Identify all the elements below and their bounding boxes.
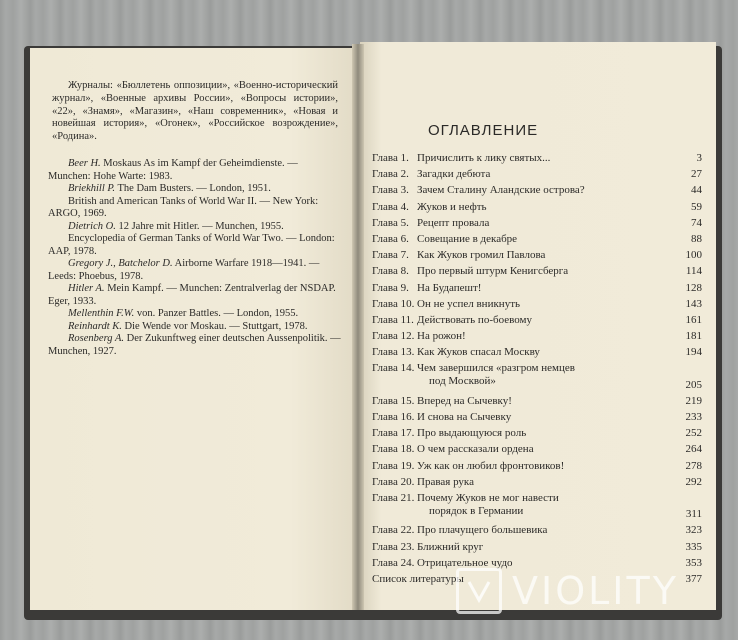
bibliography-text: Der Zukunftweg einer deutschen Aussenpolitik. — Munchen, 1927. <box>48 333 341 357</box>
toc-chapter-title-continued: порядок в Германии <box>429 504 524 517</box>
toc-page-number: 143 <box>685 297 702 310</box>
toc-chapter-title: Про первый штурм Кенигсберга <box>417 265 569 278</box>
bibliography-entry <box>48 333 342 358</box>
bibliography-author: Reinhardt K. <box>68 320 122 332</box>
toc-chapter-title: Как Жуков громил Павлова <box>417 249 546 262</box>
toc-chapter-title: Жуков и нефть <box>417 200 487 213</box>
toc-page-number: 194 <box>685 346 702 359</box>
watermark-text: VIOLITY <box>512 569 679 613</box>
bibliography-text: Moskaus As im Kampf der Geheimdienste. — Munchen: Hohe Warte: 1983. <box>48 158 298 182</box>
bibliography-text: British and American Tanks of World War II. — New York: ARGO, 1969. <box>48 195 319 219</box>
toc-row <box>372 346 702 362</box>
toc-row <box>372 168 702 184</box>
toc-row <box>372 492 702 524</box>
toc-chapter-number: Глава 18. <box>372 443 415 456</box>
toc-row <box>372 524 702 540</box>
bibliography-entry <box>48 308 342 321</box>
toc-page-number: 335 <box>685 540 702 553</box>
toc-page-number: 181 <box>685 330 702 343</box>
toc-chapter-title: Вперед на Сычевку! <box>417 394 512 407</box>
toc-chapter-number: Глава 6. <box>372 232 409 245</box>
bibliography-entry <box>48 158 342 183</box>
toc-chapter-number: Глава 4. <box>372 200 409 213</box>
book-spine <box>352 44 364 610</box>
bibliography-author: Mellenthin F.W. <box>68 308 135 319</box>
toc-chapter-title: Ближний круг <box>417 540 484 553</box>
toc-chapter-title: Он не успел вникнуть <box>417 297 521 310</box>
bibliography-entry <box>48 258 342 283</box>
toc-page-number: 161 <box>685 313 702 326</box>
toc-row <box>372 201 702 217</box>
bibliography-text: The Dam Busters. — London, 1951. <box>115 183 271 194</box>
bibliography-entry <box>48 196 342 221</box>
toc-chapter-number: Глава 15. <box>372 394 415 407</box>
toc-chapter-title: О чем рассказали ордена <box>417 443 534 456</box>
toc-page-number: 292 <box>685 475 702 488</box>
toc-page-number: 100 <box>685 249 702 262</box>
toc-chapter-number: Глава 22. <box>372 524 415 537</box>
toc-chapter-number: Глава 5. <box>372 216 409 229</box>
toc-chapter-number: Глава 24. <box>372 556 415 569</box>
toc-title: ОГЛАВЛЕНИЕ <box>428 122 539 139</box>
toc-page-number: 128 <box>685 281 702 294</box>
toc-chapter-number: Глава 1. <box>372 152 409 164</box>
toc-page-number: 27 <box>691 168 702 181</box>
toc-chapter-number: Глава 17. <box>372 427 415 440</box>
bibliography-list <box>48 158 342 358</box>
violity-logo-icon <box>456 568 502 614</box>
toc-chapter-title: Как Жуков спасал Москву <box>417 346 540 359</box>
bibliography-author: Beer H. <box>68 158 101 169</box>
toc-chapter-title: Зачем Сталину Аландские острова? <box>417 184 585 197</box>
toc-chapter-number: Глава 3. <box>372 184 409 197</box>
toc-row <box>372 298 702 314</box>
toc-chapter-title: Правая рука <box>417 475 474 488</box>
toc-chapter-number: Глава 11. <box>372 313 414 326</box>
bibliography-text: von. Panzer Battles. — London, 1955. <box>134 308 299 319</box>
toc-row <box>372 362 702 394</box>
toc-chapter-title: Про плачущего большевика <box>417 524 548 537</box>
bibliography-text: Airborne Warfare 1918—1941. — Leeds: Phoebus, 1978. <box>48 258 320 282</box>
toc-chapter-title: Совещание в декабре <box>417 232 518 245</box>
bibliography-text: Die Wende vor Moskau. — Stuttgart, 1978. <box>121 320 308 332</box>
toc-page-number: 44 <box>691 184 702 197</box>
toc-page-number: 3 <box>696 152 702 164</box>
bibliography-author: Rosenberg A. <box>68 333 124 344</box>
toc-chapter-title: Действовать по-боевому <box>417 313 532 326</box>
toc-page-number: 59 <box>691 200 702 213</box>
toc-row <box>372 395 702 411</box>
toc-chapter-number: Глава 12. <box>372 330 415 343</box>
toc-page-number: 88 <box>691 232 702 245</box>
toc-row <box>372 460 702 476</box>
toc-row <box>372 152 702 168</box>
bibliography-author: Hitler A. <box>68 283 105 294</box>
journals-list: Журналы: «Бюллетень оппозиции», «Военно-исторический журнал», «Военные архивы России», «Вопросы истории», «22», «Знамя», «Магазин», «Наш современник», «Новая и новейшая история», «Огонек», «Российское возрождение», «Родина». <box>52 80 338 143</box>
toc-chapter-title: Отрицательное чудо <box>417 556 513 569</box>
toc-chapter-title: Чем завершился «разгром немцев <box>417 362 575 375</box>
toc-chapter-number: Глава 21. <box>372 491 415 504</box>
toc-chapter-title-continued: под Москвой» <box>429 375 496 388</box>
toc-chapter-number: Глава 16. <box>372 411 415 424</box>
toc-chapter-title: Про выдающуюся роль <box>417 427 527 440</box>
toc-chapter-number: Глава 8. <box>372 265 409 278</box>
bibliography-author: Briekhill P. <box>68 183 116 194</box>
toc-page-number: 252 <box>685 427 702 440</box>
toc-row <box>372 476 702 492</box>
toc-page-number: 219 <box>685 394 702 407</box>
toc-page-number: 323 <box>685 524 702 537</box>
toc-row <box>372 541 702 557</box>
toc-chapter-number: Глава 2. <box>372 168 409 181</box>
toc-chapter-title: И снова на Сычевку <box>417 411 512 424</box>
toc-chapter-title: Причислить к лику святых... <box>417 152 551 164</box>
toc-row <box>372 184 702 200</box>
toc-chapter-number: Глава 23. <box>372 540 415 553</box>
table-of-contents <box>372 152 702 589</box>
toc-row <box>372 443 702 459</box>
toc-row <box>372 249 702 265</box>
toc-chapter-title: На Будапешт! <box>417 281 482 294</box>
bibliography-entry <box>48 283 342 308</box>
toc-chapter-title: Почему Жуков не мог навести <box>417 491 559 504</box>
toc-row <box>372 282 702 298</box>
toc-row <box>372 427 702 443</box>
watermark <box>456 568 679 614</box>
toc-chapter-number: Глава 9. <box>372 281 409 294</box>
bibliography-text: Mein Kampf. — Munchen: Zentralverlag der NSDAP. Eger, 1933. <box>48 283 336 307</box>
toc-page-number: 74 <box>691 216 702 229</box>
toc-chapter-number: Глава 19. <box>372 459 415 472</box>
toc-page-number: 264 <box>685 443 702 456</box>
bibliography-text: 12 Jahre mit Hitler. — Munchen, 1955. <box>115 220 284 232</box>
bibliography-entry <box>48 233 342 258</box>
toc-row <box>372 411 702 427</box>
toc-row <box>372 233 702 249</box>
toc-chapter-number: Глава 20. <box>372 475 415 488</box>
toc-chapter-number: Глава 10. <box>372 297 415 310</box>
bibliography-author: Dietrich O. <box>68 220 116 232</box>
toc-chapter-title: На рожон! <box>417 330 466 343</box>
toc-row <box>372 265 702 281</box>
toc-row <box>372 330 702 346</box>
bibliography-entry <box>48 183 342 196</box>
toc-chapter-number: Глава 14. <box>372 362 415 375</box>
toc-chapter-number: Глава 13. <box>372 346 415 359</box>
toc-chapter-title: Рецепт провала <box>417 216 490 229</box>
bibliography-text: Encyclopedia of German Tanks of World War Two. — London: AAP, 1978. <box>48 233 335 257</box>
toc-page-number: 377 <box>685 572 702 585</box>
toc-page-number: 233 <box>685 411 702 424</box>
bibliography-entry <box>48 321 342 334</box>
bibliography-entry <box>48 221 342 234</box>
toc-row <box>372 217 702 233</box>
toc-chapter-title: Уж как он любил фронтовиков! <box>417 459 565 472</box>
toc-page-number: 311 <box>685 508 702 521</box>
toc-chapter-number: Глава 7. <box>372 249 409 262</box>
toc-page-number: 353 <box>685 556 702 569</box>
toc-page-number: 278 <box>685 459 702 472</box>
toc-literature-label: Список литературы <box>372 572 464 585</box>
toc-row <box>372 314 702 330</box>
bibliography-author: Gregory J., Batchelor D. <box>68 258 173 269</box>
toc-chapter-title: Загадки дебюта <box>417 168 491 181</box>
toc-page-number: 114 <box>685 265 702 278</box>
toc-page-number: 205 <box>685 378 702 391</box>
